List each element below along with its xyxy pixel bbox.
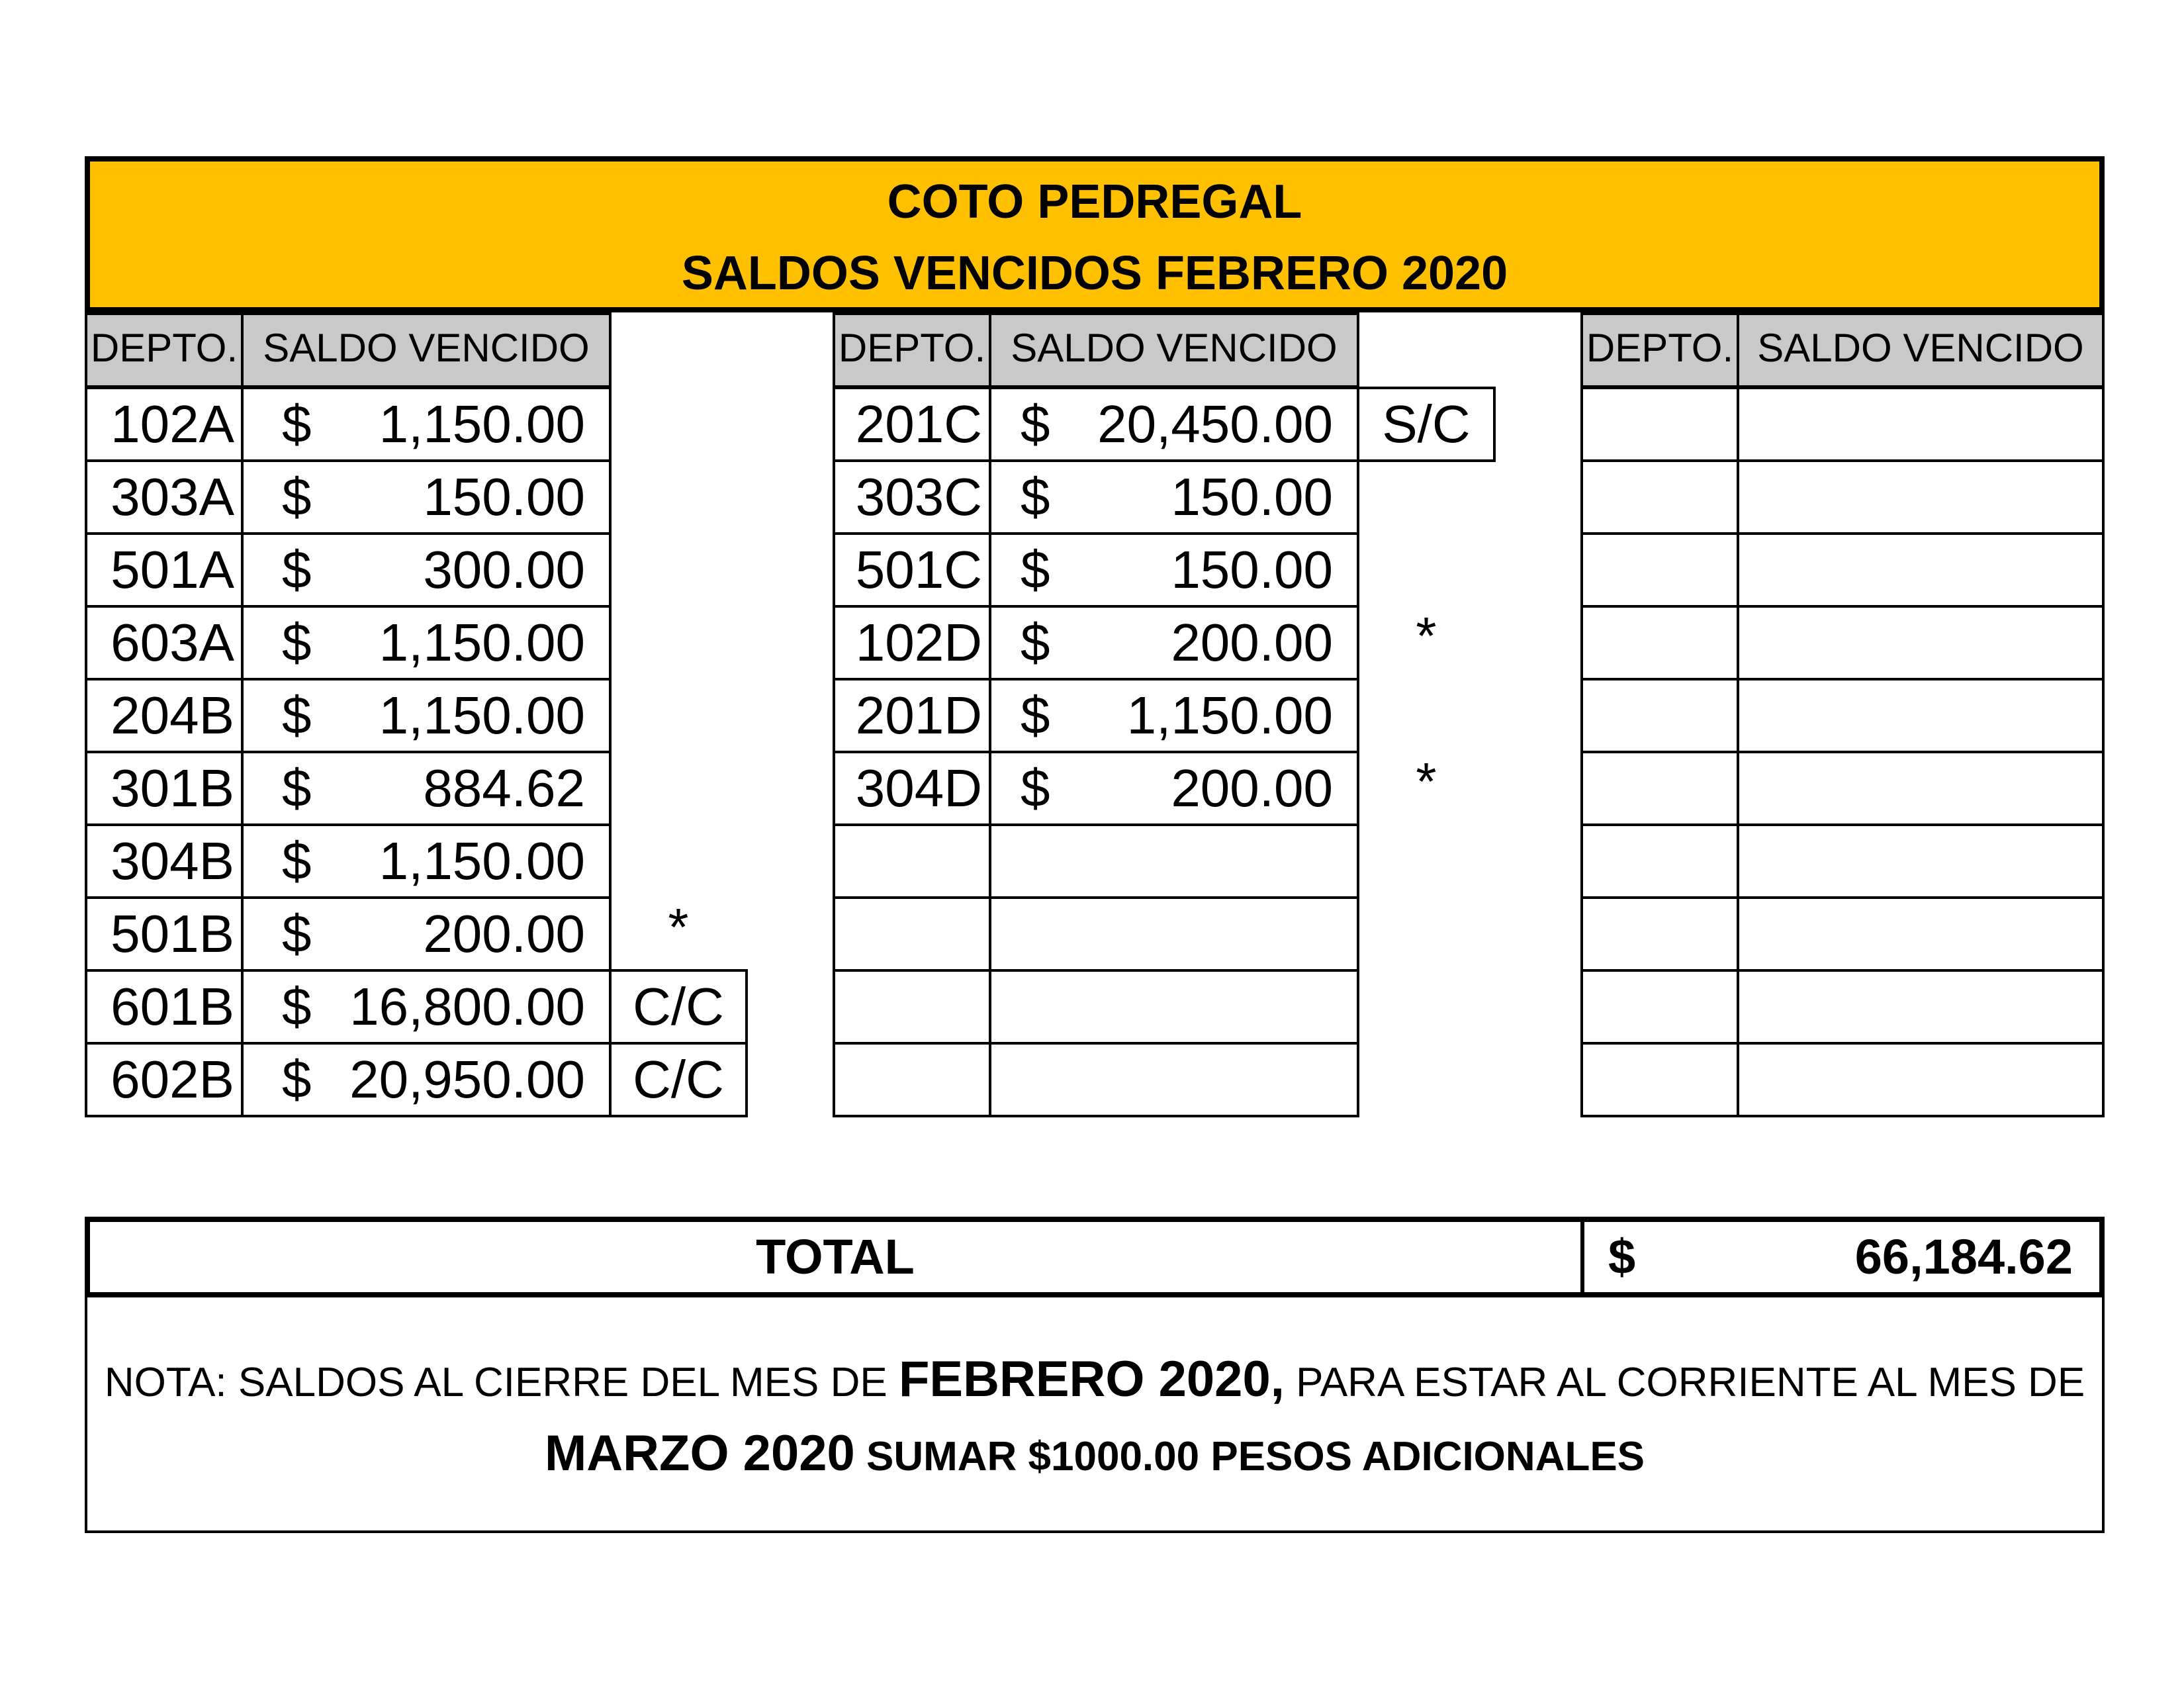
currency-symbol: $ — [282, 613, 312, 672]
saldo-column-header-label: SALDO VENCIDO — [263, 326, 590, 370]
total-currency-symbol: $ — [1608, 1229, 1636, 1284]
currency-symbol: $ — [282, 395, 312, 453]
dept-cell — [85, 969, 244, 1045]
currency-symbol: $ — [1021, 686, 1050, 745]
dept-cell — [1580, 823, 1739, 899]
saldo-column-header-1 — [241, 312, 612, 388]
amount-cell — [241, 678, 612, 753]
amount-cell — [241, 387, 612, 462]
dept-id: 301B — [111, 759, 234, 818]
amount-value: 20,950.00 — [349, 1050, 585, 1109]
amount-value: 150.00 — [423, 467, 585, 526]
status-note-cell — [609, 969, 748, 1045]
dept-cell — [833, 823, 991, 899]
dept-cell — [1580, 532, 1739, 608]
currency-symbol: $ — [1021, 613, 1050, 672]
amount-value: 200.00 — [1171, 613, 1333, 672]
dept-column-header-label: DEPTO. — [1586, 326, 1734, 370]
total-label: TOTAL — [756, 1229, 915, 1284]
dept-cell — [85, 387, 244, 462]
note-text-month: FEBRERO 2020, — [898, 1351, 1285, 1407]
amount-cell — [1737, 605, 2105, 680]
saldo-column-header-label: SALDO VENCIDO — [1757, 326, 2084, 370]
dept-id: 201C — [855, 395, 982, 453]
amount-cell — [241, 751, 612, 826]
amount-value: 1,150.00 — [379, 613, 585, 672]
amount-cell — [1737, 896, 2105, 972]
amount-cell — [989, 387, 1359, 462]
dept-cell — [85, 605, 244, 680]
currency-symbol: $ — [282, 540, 312, 599]
currency-symbol: $ — [282, 467, 312, 526]
total-value: 66,184.62 — [1854, 1229, 2073, 1284]
total-value-cell — [1580, 1217, 2105, 1297]
saldo-column-header-2 — [989, 312, 1359, 388]
dept-column-header-label: DEPTO. — [90, 326, 238, 370]
dept-cell — [1580, 1042, 1739, 1117]
dept-cell — [85, 532, 244, 608]
document-title: COTO PEDREGAL — [887, 175, 1302, 228]
amount-cell — [241, 532, 612, 608]
amount-value: 1,150.00 — [379, 686, 585, 745]
amount-value: 150.00 — [1171, 540, 1333, 599]
dept-id: 304D — [855, 759, 982, 818]
amount-cell — [989, 823, 1359, 899]
dept-id: 303C — [855, 467, 982, 526]
dept-cell — [833, 532, 991, 608]
currency-symbol: $ — [282, 1050, 312, 1109]
dept-id: 603A — [111, 613, 234, 672]
dept-cell — [1580, 459, 1739, 535]
dept-cell — [1580, 387, 1739, 462]
amount-cell — [989, 969, 1359, 1045]
note-text-a: NOTA: SALDOS AL CIERRE DEL MES DE — [104, 1360, 899, 1405]
note-line-1 — [87, 1346, 2102, 1416]
dept-cell — [833, 969, 991, 1045]
amount-cell — [1737, 678, 2105, 753]
amount-cell — [1737, 532, 2105, 608]
dept-id: 501B — [111, 904, 234, 963]
amount-cell — [241, 605, 612, 680]
amount-cell — [1737, 459, 2105, 535]
currency-symbol: $ — [282, 831, 312, 890]
dept-cell — [1580, 751, 1739, 826]
amount-value: 20,450.00 — [1097, 395, 1333, 453]
currency-symbol: $ — [282, 759, 312, 818]
status-note: S/C — [1382, 395, 1471, 453]
dept-id: 201D — [855, 686, 982, 745]
amount-cell — [1737, 387, 2105, 462]
amount-cell — [1737, 1042, 2105, 1117]
dept-cell — [1580, 678, 1739, 753]
dept-id: 501C — [855, 540, 982, 599]
dept-cell — [85, 459, 244, 535]
amount-value: 200.00 — [423, 904, 585, 963]
dept-cell — [833, 459, 991, 535]
asterisk-mark: * — [1416, 752, 1437, 811]
note-text-c: PARA ESTAR AL CORRIENTE AL MES DE — [1284, 1360, 2085, 1405]
amount-cell — [989, 751, 1359, 826]
dept-id: 303A — [111, 467, 234, 526]
amount-cell — [1737, 969, 2105, 1045]
status-note-cell — [1357, 387, 1496, 462]
note-line-2 — [87, 1421, 2102, 1490]
dept-cell — [833, 678, 991, 753]
dept-cell — [85, 1042, 244, 1117]
saldo-column-header-3 — [1737, 312, 2105, 388]
amount-value: 16,800.00 — [349, 977, 585, 1036]
amount-cell — [989, 532, 1359, 608]
dept-cell — [833, 1042, 991, 1117]
note-text-next-month: MARZO 2020 — [544, 1425, 855, 1481]
dept-column-header-label: DEPTO. — [838, 326, 986, 370]
note-box — [85, 1295, 2105, 1533]
amount-cell — [1737, 751, 2105, 826]
amount-cell — [989, 1042, 1359, 1117]
note-text-additional: SUMAR $1000.00 PESOS ADICIONALES — [854, 1434, 1645, 1479]
total-label-cell — [85, 1217, 1583, 1297]
amount-value: 884.62 — [423, 759, 585, 818]
amount-cell — [241, 823, 612, 899]
dept-column-header-3 — [1580, 312, 1739, 388]
dept-cell — [85, 896, 244, 972]
amount-cell — [989, 459, 1359, 535]
dept-cell — [85, 678, 244, 753]
dept-cell — [85, 823, 244, 899]
amount-value: 150.00 — [1171, 467, 1333, 526]
currency-symbol: $ — [1021, 540, 1050, 599]
currency-symbol: $ — [282, 904, 312, 963]
amount-value: 1,150.00 — [1126, 686, 1333, 745]
amount-cell — [241, 969, 612, 1045]
status-note-cell — [609, 1042, 748, 1117]
header-band — [85, 156, 2105, 312]
dept-cell — [833, 896, 991, 972]
amount-cell — [1737, 823, 2105, 899]
document-subtitle: SALDOS VENCIDOS FEBRERO 2020 — [681, 247, 1508, 300]
dept-id: 204B — [111, 686, 234, 745]
amount-cell — [989, 896, 1359, 972]
amount-cell — [989, 678, 1359, 753]
amount-cell — [241, 1042, 612, 1117]
saldo-column-header-label: SALDO VENCIDO — [1011, 326, 1338, 370]
amount-value: 1,150.00 — [379, 831, 585, 890]
dept-cell — [1580, 969, 1739, 1045]
status-note: C/C — [633, 1050, 724, 1109]
dept-column-header-1 — [85, 312, 244, 388]
currency-symbol: $ — [282, 977, 312, 1036]
dept-id: 102D — [855, 613, 982, 672]
currency-symbol: $ — [1021, 759, 1050, 818]
dept-cell — [833, 387, 991, 462]
dept-cell — [1580, 605, 1739, 680]
dept-id: 501A — [111, 540, 234, 599]
amount-value: 300.00 — [423, 540, 585, 599]
dept-cell — [833, 751, 991, 826]
dept-id: 102A — [111, 395, 234, 453]
asterisk-mark: * — [1416, 606, 1437, 665]
currency-symbol: $ — [1021, 467, 1050, 526]
dept-id: 601B — [111, 977, 234, 1036]
amount-cell — [989, 605, 1359, 680]
dept-column-header-2 — [833, 312, 991, 388]
amount-cell — [241, 896, 612, 972]
currency-symbol: $ — [282, 686, 312, 745]
dept-id: 304B — [111, 831, 234, 890]
dept-cell — [85, 751, 244, 826]
status-note: C/C — [633, 977, 724, 1036]
dept-cell — [833, 605, 991, 680]
asterisk-mark: * — [668, 898, 689, 957]
amount-value: 1,150.00 — [379, 395, 585, 453]
dept-id: 602B — [111, 1050, 234, 1109]
dept-cell — [1580, 896, 1739, 972]
amount-cell — [241, 459, 612, 535]
currency-symbol: $ — [1021, 395, 1050, 453]
amount-value: 200.00 — [1171, 759, 1333, 818]
